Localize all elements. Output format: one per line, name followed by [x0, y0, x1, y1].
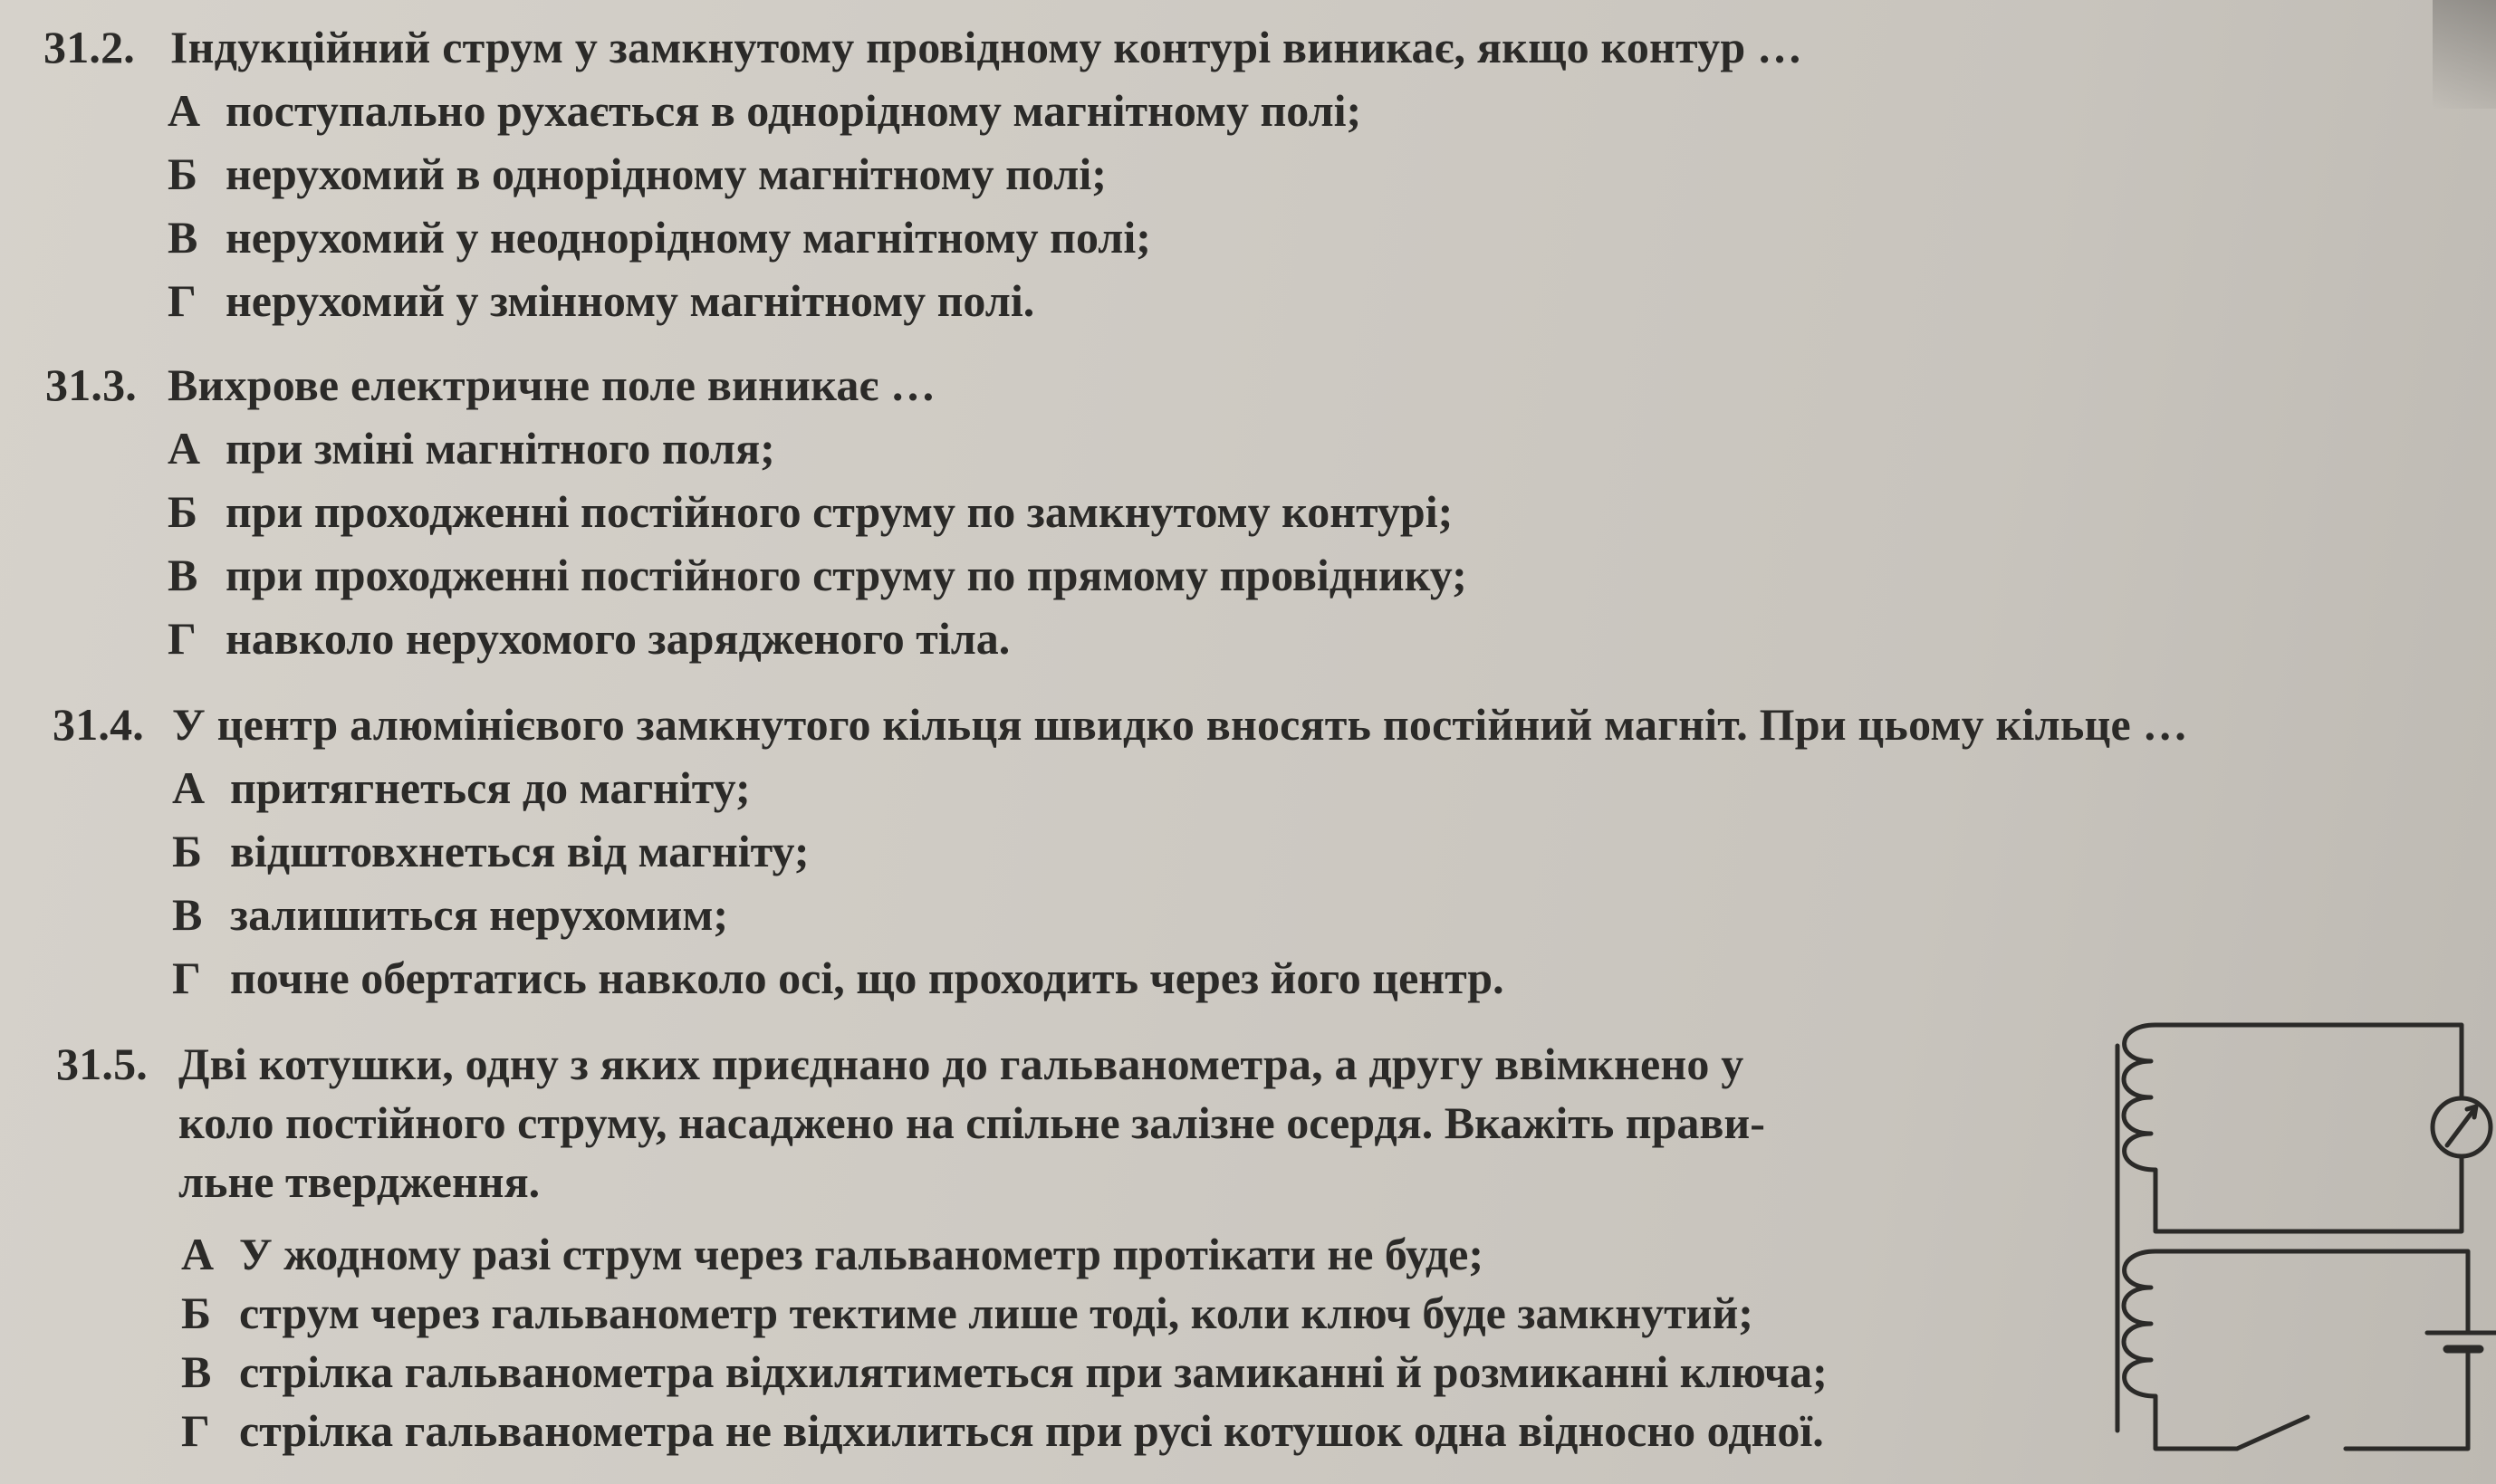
option-text: струм через гальванометр тектиме лише тоді, коли ключ буде замкнутий; [239, 1288, 1753, 1338]
option-text: притягнеться до магніту; [230, 762, 751, 813]
option-text: відштовхнеться від магніту; [230, 826, 810, 876]
battery-wire-bottom [2346, 1349, 2468, 1449]
coil-upper [2124, 1025, 2155, 1170]
option-a[interactable] [168, 421, 775, 475]
option-a[interactable] [168, 83, 1361, 138]
option-text: У жодному разі струм через гальванометр протікати не буде; [239, 1229, 1483, 1279]
option-d[interactable] [168, 611, 1010, 665]
galvanometer-wire-top [2155, 1025, 2462, 1098]
option-letter: Г [172, 953, 201, 1003]
battery-wire-top [2155, 1251, 2468, 1333]
option-text: поступально рухається в однорідному магнітному полі; [226, 85, 1362, 136]
option-letter: Г [168, 275, 197, 326]
option-a[interactable] [172, 761, 751, 815]
option-letter: В [168, 212, 198, 263]
option-text: нерухомий в однорідному магнітному полі; [226, 148, 1107, 199]
question-text: У центр алюмінієвого замкнутого кільця швидко вносять постійний магніт. При цьому кільце … [172, 699, 2188, 750]
question-text-line-3: льне твердження. [178, 1156, 541, 1207]
option-text: стрілка гальванометра відхилятиметься при замиканні й розмиканні ключа; [239, 1346, 1828, 1397]
galvanometer-needle [2447, 1109, 2474, 1145]
option-d[interactable] [181, 1403, 1824, 1458]
question-number: 31.5. [56, 1039, 148, 1089]
option-letter: В [168, 550, 198, 600]
question-number: 31.3. [45, 359, 137, 410]
option-d[interactable] [168, 273, 1034, 328]
option-letter: Б [168, 486, 198, 537]
option-b[interactable] [181, 1286, 1753, 1340]
question-stem [56, 1037, 1744, 1091]
question-number: 31.4. [53, 699, 144, 750]
key-wire-left [2155, 1396, 2237, 1449]
option-letter: В [172, 889, 203, 940]
option-b[interactable] [168, 484, 1453, 539]
option-letter: Б [172, 826, 203, 876]
option-c[interactable] [168, 210, 1151, 264]
option-letter: А [168, 85, 201, 136]
circuit-diagram [2101, 1005, 2496, 1476]
question-text: Індукційний струм у замкнутому провідному контурі виникає, якщо контур … [170, 22, 1803, 72]
option-c[interactable] [181, 1345, 1828, 1399]
option-text: нерухомий у змінному магнітному полі. [226, 275, 1035, 326]
option-text: при зміні магнітного поля; [226, 423, 775, 474]
question-stem [53, 697, 2188, 752]
option-text: навколо нерухомого зарядженого тіла. [226, 613, 1011, 664]
question-text-line-1: Дві котушки, одну з яких приєднано до гальванометра, а другу ввімкнено у [178, 1039, 1744, 1089]
option-letter: Б [168, 148, 198, 199]
option-d[interactable] [172, 951, 1504, 1005]
option-letter: А [172, 762, 206, 813]
galvanometer-wire-bottom [2155, 1156, 2462, 1231]
question-stem [45, 358, 936, 412]
option-a[interactable] [181, 1227, 1483, 1281]
question-text: Вихрове електричне поле виникає … [168, 359, 936, 410]
key-switch-icon [2237, 1417, 2308, 1449]
option-text: при проходженні постійного струму по замкнутому контурі; [226, 486, 1454, 537]
option-text: почне обертатись навколо осі, що проходить через його центр. [230, 953, 1504, 1003]
option-letter: Б [181, 1288, 212, 1338]
option-text: нерухомий у неоднорідному магнітному полі; [226, 212, 1151, 263]
option-text: залишиться нерухомим; [230, 889, 729, 940]
option-b[interactable] [168, 147, 1107, 201]
question-text-line-2: коло постійного струму, насаджено на спільне залізне осердя. Вкажіть прави- [178, 1097, 1765, 1148]
option-letter: В [181, 1346, 212, 1397]
option-b[interactable] [172, 824, 810, 878]
question-stem [43, 20, 1802, 74]
coil-lower [2124, 1251, 2155, 1396]
option-c[interactable] [172, 887, 728, 942]
option-text: стрілка гальванометра не відхилиться при русі котушок одна відносно одної. [239, 1405, 1824, 1456]
option-letter: Г [168, 613, 197, 664]
option-letter: А [181, 1229, 215, 1279]
option-c[interactable] [168, 548, 1467, 602]
question-number: 31.2. [43, 22, 135, 72]
page-edge-shadow [2433, 0, 2496, 109]
option-letter: А [168, 423, 201, 474]
option-letter: Г [181, 1405, 210, 1456]
option-text: при проходженні постійного струму по прямому провіднику; [226, 550, 1467, 600]
